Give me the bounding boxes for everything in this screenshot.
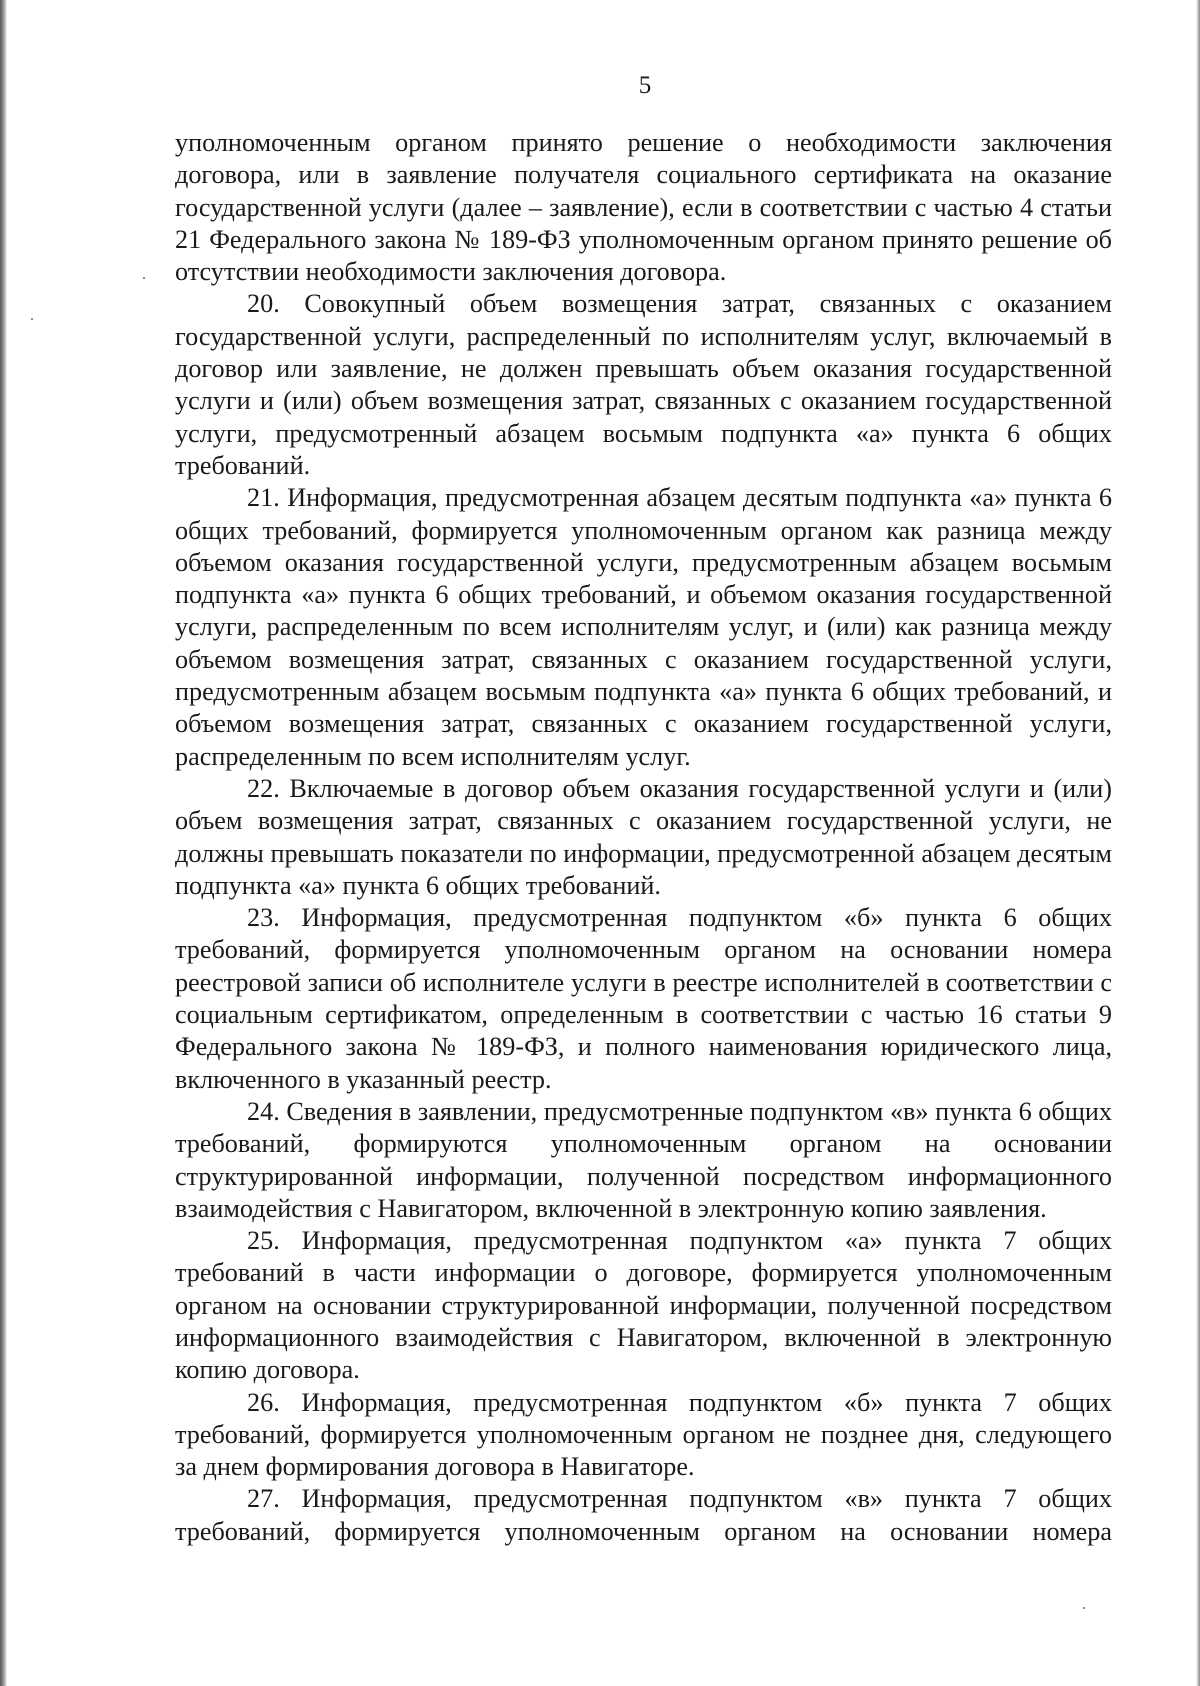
scan-edge-right (1196, 0, 1200, 1686)
paragraph-26: 26. Информация, предусмотренная подпунктом «б» пункта 7 общих требований, формируется уполномоченным органом не позднее дня, следующего за днем формирования договора в Навигаторе. (175, 1387, 1112, 1482)
document-body (175, 127, 1112, 1548)
paragraph-22: 22. Включаемые в договор объем оказания государственной услуги и (или) объем возмещения затрат, связанных с оказанием государственной услуги, не должны превышать показатели по информации, предусмотренной абзацем десятым подпункта «а» пункта 6 общих требований. (175, 773, 1112, 900)
page-number: 5 (638, 72, 652, 99)
paragraph-27: 27. Информация, предусмотренная подпунктом «в» пункта 7 общих требований, формируется уполномоченным органом на основании номера (175, 1484, 1112, 1546)
paragraph-continuation: уполномоченным органом принято решение о необходимости заключения договора, или в заявление получателя социального сертификата на оказание государственной услуги (далее – заявление), если в соответствии с частью 4 статьи 21 Федерального закона № 189-ФЗ уполномоченным органом принято решение об отсутствии необходимости заключения договора. (175, 128, 1112, 287)
paragraph-24: 24. Сведения в заявлении, предусмотренные подпунктом «в» пункта 6 общих требований, формируются уполномоченным органом на основании структурированной информации, полученной посредством информационного взаимодействия с Навигатором, включенной в электронную копию заявления. (175, 1096, 1112, 1223)
paragraph-25: 25. Информация, предусмотренная подпунктом «а» пункта 7 общих требований в части информации о договоре, формируется уполномоченным органом на основании структурированной информации, полученной посредством информационного взаимодействия с Навигатором, включенной в электронную копию договора. (175, 1226, 1112, 1385)
paragraph-21: 21. Информация, предусмотренная абзацем десятым подпункта «а» пункта 6 общих требований, формируется уполномоченным органом как разница между объемом оказания государственной услуги, предусмотренным абзацем восьмым подпункта «а» пункта 6 общих требований, и объемом оказания государственной услуги, распределенным по всем исполнителям услуг, и (или) как разница между объемом возмещения затрат, связанных с оказанием государственной услуги, предусмотренным абзацем восьмым подпункта «а» пункта 6 общих требований, и объемом возмещения затрат, связанных с оказанием государственной услуги, распределенным по всем исполнителям услуг. (175, 483, 1112, 771)
paragraph-20: 20. Совокупный объем возмещения затрат, связанных с оказанием государственной услуги, распределенный по исполнителям услуг, включаемый в договор или заявление, не должен превышать объем оказания государственной услуги и (или) объем возмещения затрат, связанных с оказанием государственной услуги, предусмотренный абзацем восьмым подпункта «а» пункта 6 общих требований. (175, 289, 1112, 480)
paragraph-23: 23. Информация, предусмотренная подпунктом «б» пункта 6 общих требований, формируется уполномоченным органом на основании номера реестровой записи об исполнителе услуги в реестре исполнителей в соответствии с социальным сертификатом, определенным в соответствии с частью 16 статьи 9 Федерального закона № 189-ФЗ, и полного наименования юридического лица, включенного в указанный реестр. (175, 903, 1112, 1094)
scan-speck (143, 277, 145, 279)
scan-speck (1083, 1607, 1085, 1609)
scan-edge-left (0, 0, 7, 1686)
scan-speck (31, 318, 33, 320)
